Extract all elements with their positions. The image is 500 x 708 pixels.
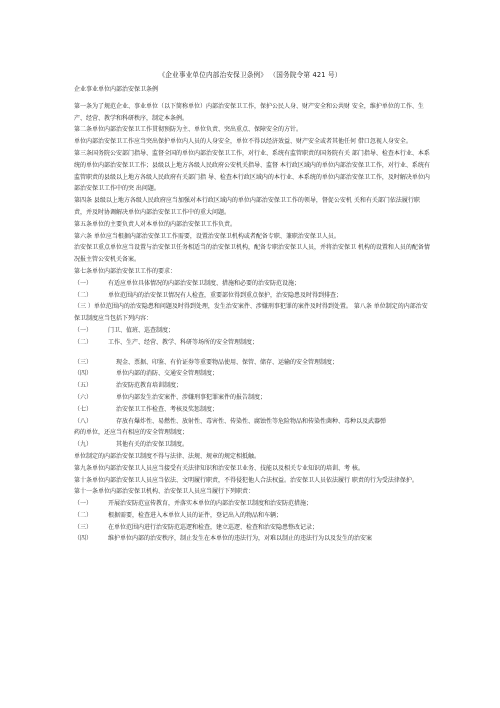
paragraph-article-5: 第五条单位的主要负责人对本单位的内部治安保卫工作负责。 bbox=[74, 220, 237, 228]
list-item-number: （二） bbox=[74, 338, 93, 346]
list-item-text: 有适应单位具体情况的内部治安保卫制度、措施和必要的治安防范设施； bbox=[108, 279, 301, 287]
list-item-number: （九） bbox=[74, 441, 93, 449]
document-subtitle: 企业事业单位内部治安保卫条例 bbox=[74, 86, 159, 93]
list-item-number: （六） bbox=[74, 393, 93, 401]
list-item bbox=[74, 404, 430, 416]
list-item-number: （一） bbox=[74, 279, 93, 287]
list-item-number: （四） bbox=[74, 370, 93, 378]
paragraph-article-6: 第六条 单位应当根据内部治安保卫工作需要，设置治安保卫机构或者配备专职、兼职治安保卫人员。 bbox=[74, 232, 340, 240]
spacer bbox=[74, 349, 430, 357]
list-item-text: 单位范围内的治安保卫情况有人检查，重要部位得到重点保护，治安隐患及时得到排查； bbox=[108, 291, 343, 299]
list-item-number: （二） bbox=[74, 511, 93, 519]
paragraph-article-2: 第二条单位内部治安保卫工作贯彻预防为主、单位负责、突出重点、保障安全的方针。 bbox=[74, 126, 303, 134]
list-item-number: （七） bbox=[74, 405, 93, 413]
list-item bbox=[74, 290, 430, 302]
list-item bbox=[74, 510, 430, 522]
list-item bbox=[74, 392, 430, 404]
list-item-number: （三） bbox=[74, 523, 93, 531]
list-item-text: 单位内部的消防、交通安全管理制度； bbox=[116, 370, 219, 378]
paragraph-article-10: 第十条单位内部治安保卫人员应当依法、文明履行职责，不得侵犯他人合法权益。治安保卫人员依法履行 职责的行为受法律保护。 bbox=[74, 476, 418, 484]
paragraph-article-1: 第一条为了规范企业、事业单位（以下简称单位）内部治安保卫工作，保护公民人身、财产安全和公共财 安全，维护单位的工作、生产、经营、教学和科研秩序，制定本条例。 bbox=[74, 102, 424, 122]
list-item bbox=[74, 337, 430, 349]
list-item-text: 维护单位内部的治安秩序，制止发生在本单位的违法行为，对难以制止的违法行为以及发生的治安案 bbox=[108, 535, 373, 543]
paragraph-article-9: 第九条单位内部治安保卫人员应当接受有关法律知识和治安保卫业务、技能以及相关专业知识的培训、考 核。 bbox=[74, 464, 364, 472]
list-item-text: 治安防范教育培训制度； bbox=[116, 382, 183, 390]
list-item bbox=[74, 380, 430, 392]
paragraph-article-3: 第三条国务院公安部门指导、监督全国的单位内部治安保卫工作，对行业、系统有监管职责的国务院有关 部门指导、检查本行业、本系统的单位内部治安保卫工作；县级以上地方各级人民政府公安机关指导、监督 本行政区域内的单位内部治安保卫工作，对行业、系统有监管职责的县级以上地方各级人民政府有关部门指 导、检查本行政区域内的本行业、本系统的单位内部治安保卫工作，及时解决单位内部治安保卫工作中的突 出问题。 bbox=[74, 149, 430, 193]
list-item bbox=[74, 498, 430, 510]
list-item-number: （一） bbox=[74, 500, 93, 508]
list-item-text: 根据需要，检查进入本单位人员的证件，登记出入的物品和车辆； bbox=[108, 511, 283, 519]
list-item-text: 现金、票据、印鉴、有价证券等重要物品使用、保管、储存、运输的安全管理制度； bbox=[116, 358, 339, 366]
paragraph-article-8: （三 ）单位范围内的治安隐患和问题及时得到处理，发生治安案件、涉嫌刑事犯罪的案件及时得到处置。 第八条 单位制定的内部治安保卫制度应当包括下列内容： bbox=[74, 303, 428, 323]
list-item bbox=[74, 278, 430, 290]
list-item-text: 存放有爆炸性、易燃性、放射性、毒害性、传染性、腐蚀性等危险物品和传染性菌种、毒种以及武器弹 bbox=[116, 417, 387, 425]
list-item bbox=[74, 325, 430, 337]
list-item-number: （一） bbox=[74, 326, 93, 334]
list-item bbox=[74, 368, 430, 380]
list-item bbox=[74, 416, 430, 428]
list-item bbox=[74, 522, 430, 534]
paragraph-article-7: 第七条单位内部治安保卫工作的要求： bbox=[74, 267, 177, 275]
paragraph-article-4: 第四条 县级以上地方各级人民政府应当加强对本行政区域内的单位内部治安保卫工作的领导，督促公安机 关和有关部门依法履行职责，并及时协调解决单位内部治安保卫工作中的重大问题。 bbox=[74, 197, 420, 216]
list-item-text: 门卫、值班、巡查制度； bbox=[108, 326, 175, 334]
list-item-number: （三） bbox=[74, 358, 93, 366]
paragraph-article-8-end: 单位制定的内部治安保卫制度不得与法律、法规、规章的规定相抵触。 bbox=[74, 452, 261, 460]
list-item bbox=[74, 439, 430, 451]
list-item-number: （五） bbox=[74, 382, 93, 390]
list-item-text: 单位内部发生治安案件、涉嫌刑事犯罪案件的报告制度； bbox=[116, 393, 267, 401]
document-title: 《企业事业单位内部治安保卫条例》 （国务院令第 421 号） bbox=[158, 71, 342, 79]
list-item-text: 其他有关的治安保卫制度。 bbox=[116, 441, 189, 449]
list-item-number: （二） bbox=[74, 291, 93, 299]
paragraph-article-2-cont: 单位内部治安保卫工作应当突出保护单位内人员的人身安全，单位不得以经济效益、财产安全或者其他任何 借口忽视人身安全。 bbox=[74, 138, 412, 146]
list-item bbox=[74, 533, 430, 545]
list-item-text: 治安保卫工作检查、考核及奖惩制度； bbox=[116, 405, 219, 413]
list-item bbox=[74, 357, 430, 369]
list-item-number: （四） bbox=[74, 535, 93, 543]
paragraph-article-11: 第十一条单位内部治安保卫机构、治安保卫人员应当履行下列职责： bbox=[74, 488, 255, 496]
paragraph-article-8-cont: 药的单位，还应当有相应的安全管理制度； bbox=[74, 429, 189, 437]
list-item-text: 在单位范围内进行治安防范巡逻和检查，建立巡逻、检查和治安隐患整改记录； bbox=[108, 523, 319, 531]
list-item-number: （八） bbox=[74, 417, 93, 425]
list-item-text: 工作、生产、经营、教学、科研等场所的安全管理制度； bbox=[108, 338, 259, 346]
paragraph-article-6-cont: 治安保卫重点单位应当设置与治安保卫任务相适当的治安保卫机构，配备专职治安保卫人员，并将治安保卫 机构的设置和人员的配备情况报主管公安机关备案。 bbox=[74, 244, 430, 264]
list-item-text: 开展治安防范宣传教育，并落实本单位的内部治安保卫制度和治安防范措施； bbox=[108, 500, 313, 508]
document-body bbox=[74, 84, 430, 545]
